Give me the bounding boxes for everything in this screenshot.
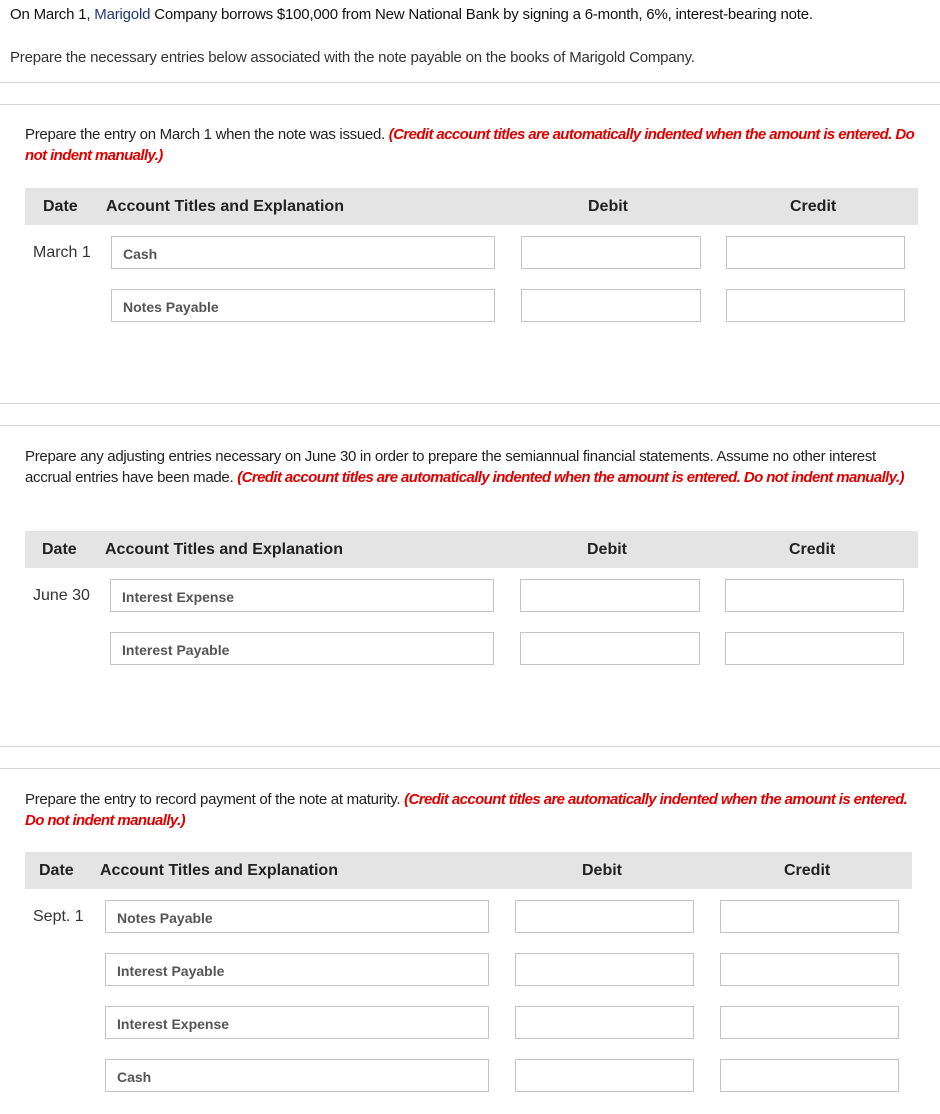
section-instruction (25, 446, 915, 488)
credit-input[interactable] (725, 632, 904, 665)
entry-date: March 1 (33, 244, 91, 261)
account-input[interactable]: Notes Payable (111, 289, 495, 322)
debit-input[interactable] (520, 579, 700, 612)
instruction-text: Prepare any adjusting entries necessary on June 30 in order to prepare the semiannual financial statements. Assume no other interest accrual entries have been made. (25, 448, 876, 486)
header-debit: Debit (588, 198, 628, 215)
divider (0, 82, 940, 83)
debit-input[interactable] (521, 236, 701, 269)
intro-text-start: On March 1, (10, 6, 95, 23)
company-name: Marigold (94, 6, 151, 23)
table-header (25, 852, 912, 889)
header-date: Date (43, 198, 78, 215)
entry-date: Sept. 1 (33, 908, 84, 925)
divider (0, 768, 940, 769)
account-input[interactable]: Notes Payable (105, 900, 489, 933)
header-account: Account Titles and Explanation (105, 541, 343, 558)
problem-intro (10, 5, 930, 24)
header-account: Account Titles and Explanation (106, 198, 344, 215)
credit-input[interactable] (720, 1059, 899, 1092)
instruction-note: (Credit account titles are automatically indented when the amount is entered. Do not indent manually.) (25, 126, 915, 164)
instruction-note: (Credit account titles are automatically indented when the amount is entered. Do not indent manually.) (237, 469, 904, 486)
divider (0, 403, 940, 404)
divider (0, 425, 940, 426)
problem-prepare-text: Prepare the necessary entries below associated with the note payable on the books of Marigold Company. (10, 49, 695, 66)
account-input[interactable]: Cash (105, 1059, 489, 1092)
section-instruction (25, 124, 915, 166)
instruction-note: (Credit account titles are automatically indented when the amount is entered. Do not indent manually.) (25, 791, 908, 829)
debit-input[interactable] (515, 953, 694, 986)
debit-input[interactable] (521, 289, 701, 322)
header-account: Account Titles and Explanation (100, 862, 338, 879)
instruction-text: Prepare the entry on March 1 when the note was issued. (25, 126, 389, 143)
divider (0, 746, 940, 747)
header-debit: Debit (582, 862, 622, 879)
section-instruction (25, 789, 915, 831)
header-date: Date (39, 862, 74, 879)
divider (0, 104, 940, 105)
debit-input[interactable] (515, 900, 694, 933)
entry-date: June 30 (33, 587, 90, 604)
header-credit: Credit (790, 198, 837, 215)
header-date: Date (42, 541, 77, 558)
credit-input[interactable] (720, 1006, 899, 1039)
table-header (25, 188, 918, 225)
credit-input[interactable] (720, 953, 899, 986)
intro-text-end: Company borrows $100,000 from New National Bank by signing a 6-month, 6%, interest-bearing note. (150, 6, 813, 23)
credit-input[interactable] (726, 236, 905, 269)
debit-input[interactable] (520, 632, 700, 665)
account-input[interactable]: Cash (111, 236, 495, 269)
problem-statement (10, 5, 930, 66)
debit-input[interactable] (515, 1006, 694, 1039)
account-input[interactable]: Interest Payable (105, 953, 489, 986)
header-credit: Credit (784, 862, 831, 879)
header-credit: Credit (789, 541, 836, 558)
header-debit: Debit (587, 541, 627, 558)
credit-input[interactable] (726, 289, 905, 322)
credit-input[interactable] (725, 579, 904, 612)
credit-input[interactable] (720, 900, 899, 933)
account-input[interactable]: Interest Expense (105, 1006, 489, 1039)
instruction-text: Prepare the entry to record payment of the note at maturity. (25, 791, 405, 808)
debit-input[interactable] (515, 1059, 694, 1092)
account-input[interactable]: Interest Payable (110, 632, 494, 665)
account-input[interactable]: Interest Expense (110, 579, 494, 612)
table-header (25, 531, 918, 568)
